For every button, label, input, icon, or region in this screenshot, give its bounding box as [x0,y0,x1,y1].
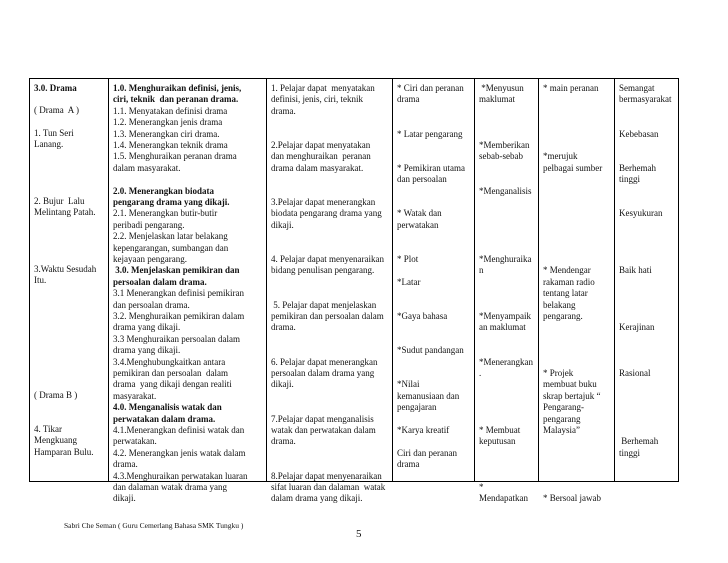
content-line: * Watak dan [397,208,442,219]
objective-line: drama dalam masyarakat. [271,162,364,173]
column-content [393,79,473,481]
content-line: * Ciri dan peranan [397,83,464,93]
activity-line: * main peranan [543,83,599,93]
skill-line: * [479,482,484,492]
skill-line: keputusan [479,436,516,447]
skill-line: *Menganalisis [479,185,532,196]
objective-line: 8.Pelajar dapat menyenaraikan [271,470,382,481]
drama-b-label: ( Drama B ) [34,390,78,400]
skill-line: . [479,368,482,378]
activity-line: belakang [543,299,576,310]
outcome-line: 4.1.Menerangkan definisi watak dan [113,425,245,435]
objective-line: 5. Pelajar dapat menjelaskan [271,299,377,310]
value-line: bermasyarakat [619,94,672,105]
outcome-line: drama. [113,459,138,470]
content-line: pengajaran [397,402,437,413]
activity-line: skrap bertajuk “ [543,390,601,401]
footer-author: Sabri Che Seman ( Guru Cemerlang Bahasa SMK Tungku ) [64,521,244,530]
content-line: dan persoalan [397,174,447,185]
content-line: perwatakan [397,219,439,230]
outcome-line: 3.2. Menghuraikan pemikiran dalam [113,311,245,321]
lesson-plan-table [29,78,679,504]
column-drama-titles [30,79,108,481]
content-line: kemanusiaan dan [397,390,460,401]
drama-title-1-line-2: Lanang. [34,139,64,149]
content-line: *Nilai [397,379,420,390]
content-line: * Latar pengarang [397,128,463,139]
outcome-line: masyarakat. [113,390,157,401]
content-line: * Plot [397,254,419,264]
value-line: Rasional [619,368,651,378]
value-line: Semangat [619,83,655,93]
outcome-line: 3.4.Menghubungkaitkan antara [113,356,226,367]
column-learning-outcomes [109,79,265,504]
outcome-line: 4.3.Menghuraikan perwatakan luaran [113,470,248,481]
outcome-line: dan dalaman watak drama yang [113,482,227,492]
outcome-line: 3.0. Menjelaskan pemikiran dan [113,265,240,276]
activity-line: pelbagai sumber [543,162,603,173]
content-line: Ciri dan peranan [397,447,457,458]
outcome-line: drama yang dikaji. [113,345,181,356]
objective-line: 4. Pelajar dapat menyenaraikan [271,254,384,264]
value-line: Kesyukuran [619,208,663,219]
objective-line: pemikiran dan persoalan dalam [271,311,384,321]
objective-line: persoalan dalam drama yang [271,368,375,378]
drama-title-3-line-1: 3.Waktu Sesudah [34,264,97,274]
outcome-line: peribadi pengarang. [113,219,185,230]
activity-line: * Projek [543,368,574,378]
activity-line: pengarang. [543,311,583,321]
outcome-line: dalam masyarakat. [113,162,181,173]
outcome-line: 2.0. Menerangkan biodata [113,185,215,196]
skill-line: *Memberikan [479,140,530,150]
objective-line: biodata pengarang drama yang [271,208,382,219]
objective-line: 7.Pelajar dapat menganalisis [271,413,374,424]
content-line: *Karya kreatif [397,425,450,435]
outcome-line: pengarang drama yang dikaji. [113,197,230,207]
activity-line: tentang latar [543,288,588,299]
activity-line: membuat buku [543,379,597,390]
outcome-line: 3.1 Menerangkan definisi pemikiran [113,288,244,299]
objective-line: dikaji. [271,379,294,390]
value-line: Kerajinan [619,322,655,333]
skill-line: * Membuat [479,425,521,435]
outcome-line: 1.4. Menerangkan teknik drama [113,140,228,150]
value-line: tinggi [619,174,641,185]
outcome-line: perwatakan dalam drama. [113,413,216,424]
outcome-line: persoalan dalam drama. [113,276,207,287]
drama-title-4-line-2: Mengkuang [34,435,77,445]
outcome-line: 4.0. Menganalisis watak dan [113,402,222,413]
outcome-line: 1.3. Menerangkan ciri drama. [113,128,220,139]
content-line: drama [397,459,420,470]
drama-title-4-line-1: 4. Tikar [34,424,63,434]
objective-line: sifat luaran dan dalaman watak [271,482,386,492]
drama-title-3-line-2: Itu. [34,275,47,285]
content-line: *Gaya bahasa [397,311,448,321]
activity-line: *merujuk [543,151,578,162]
objective-line: 2.Pelajar dapat menyatakan [271,140,371,150]
outcome-line: dikaji. [113,493,136,504]
page-number: 5 [356,528,362,540]
objective-line: watak dan perwatakan dalam [271,425,376,435]
value-line: tinggi [619,447,641,458]
skill-line: *Menghuraika [479,254,532,264]
outcome-line: 1.0. Menghuraikan definisi, jenis, [113,83,242,93]
objective-line: drama. [271,105,296,116]
skill-line: *Menyampaik [479,311,531,321]
outcome-line: 2.1. Menerangkan butir-butir [113,208,218,219]
drama-a-label: ( Drama A ) [34,105,79,115]
outcome-line: drama yang dikaji. [113,322,181,333]
content-line: * Pemikiran utama [397,162,465,173]
objective-line: 3.Pelajar dapat menerangkan [271,197,376,207]
objective-line: bidang penulisan pengarang. [271,265,375,276]
objective-line: definisi, jenis, ciri, teknik [271,94,363,105]
column-skills [475,79,537,504]
drama-title-4-line-3: Hamparan Bulu. [34,447,94,457]
objective-line: 1. Pelajar dapat menyatakan [271,83,375,93]
outcome-line: 3.3 Menghuraikan persoalan dalam [113,333,240,344]
value-line: Berhemah [619,162,656,173]
value-line: Baik hati [619,265,652,276]
activity-line: Pengarang- [543,402,584,413]
activity-line: Malaysia” [543,425,580,435]
objective-line: dikaji. [271,219,294,230]
skill-line: Mendapatkan [479,493,528,504]
drama-title-1-line-1: 1. Tun Seri [34,128,74,138]
outcome-line: ciri, teknik dan peranan drama. [113,94,239,105]
value-line: Kebebasan [619,128,659,139]
objective-line: dalam drama yang dikaji. [271,493,363,504]
outcome-line: dan persoalan drama. [113,299,190,310]
column-learning-objectives [267,79,391,504]
skill-line: n [479,265,484,276]
objective-line: drama. [271,436,296,447]
outcome-line: pemikiran dan persoalan dalam [113,368,228,378]
objective-line: dan menghuraikan peranan [271,151,371,162]
activity-line: pengarang [543,413,581,424]
outcome-line: 1.2. Menerangkan jenis drama [113,117,223,128]
skill-line: sebab-sebab [479,151,523,162]
activity-line: * Mendengar [543,265,591,276]
skill-line: *Menyusun [479,83,524,93]
outcome-line: 4.2. Menerangkan jenis watak dalam [113,447,246,458]
skill-line: an maklumat [479,322,526,333]
outcome-line: 1.5. Menghuraikan peranan drama [113,151,237,162]
drama-title-2-line-1: 2. Bujur Lalu [34,196,85,206]
outcome-line: perwatakan. [113,436,157,447]
value-line: Berhemah [619,436,659,447]
column-values [615,79,679,481]
outcome-line: kepengarangan, sumbangan dan [113,242,229,253]
outcome-line: 1.1. Menyatakan definisi drama [113,105,228,116]
objective-line: 6. Pelajar dapat menerangkan [271,356,378,367]
skill-line: maklumat [479,94,515,105]
content-line: *Latar [397,276,421,287]
activity-line: rakaman radio [543,276,595,287]
drama-title-2-line-2: Melintang Patah. [34,207,96,217]
content-line: *Sudut pandangan [397,345,464,356]
skill-line: *Menerangkan [479,356,533,367]
column-activities [539,79,613,504]
content-line: drama [397,94,420,105]
outcome-line: kejayaan pengarang. [113,254,187,264]
outcome-line: 2.2. Menjelaskan latar belakang [113,231,228,242]
objective-line: drama. [271,322,296,333]
outcome-line: drama yang dikaji dengan realiti [113,379,232,390]
activity-line: * Bersoal jawab [543,493,601,504]
drama-a-heading: 3.0. Drama [34,83,77,93]
